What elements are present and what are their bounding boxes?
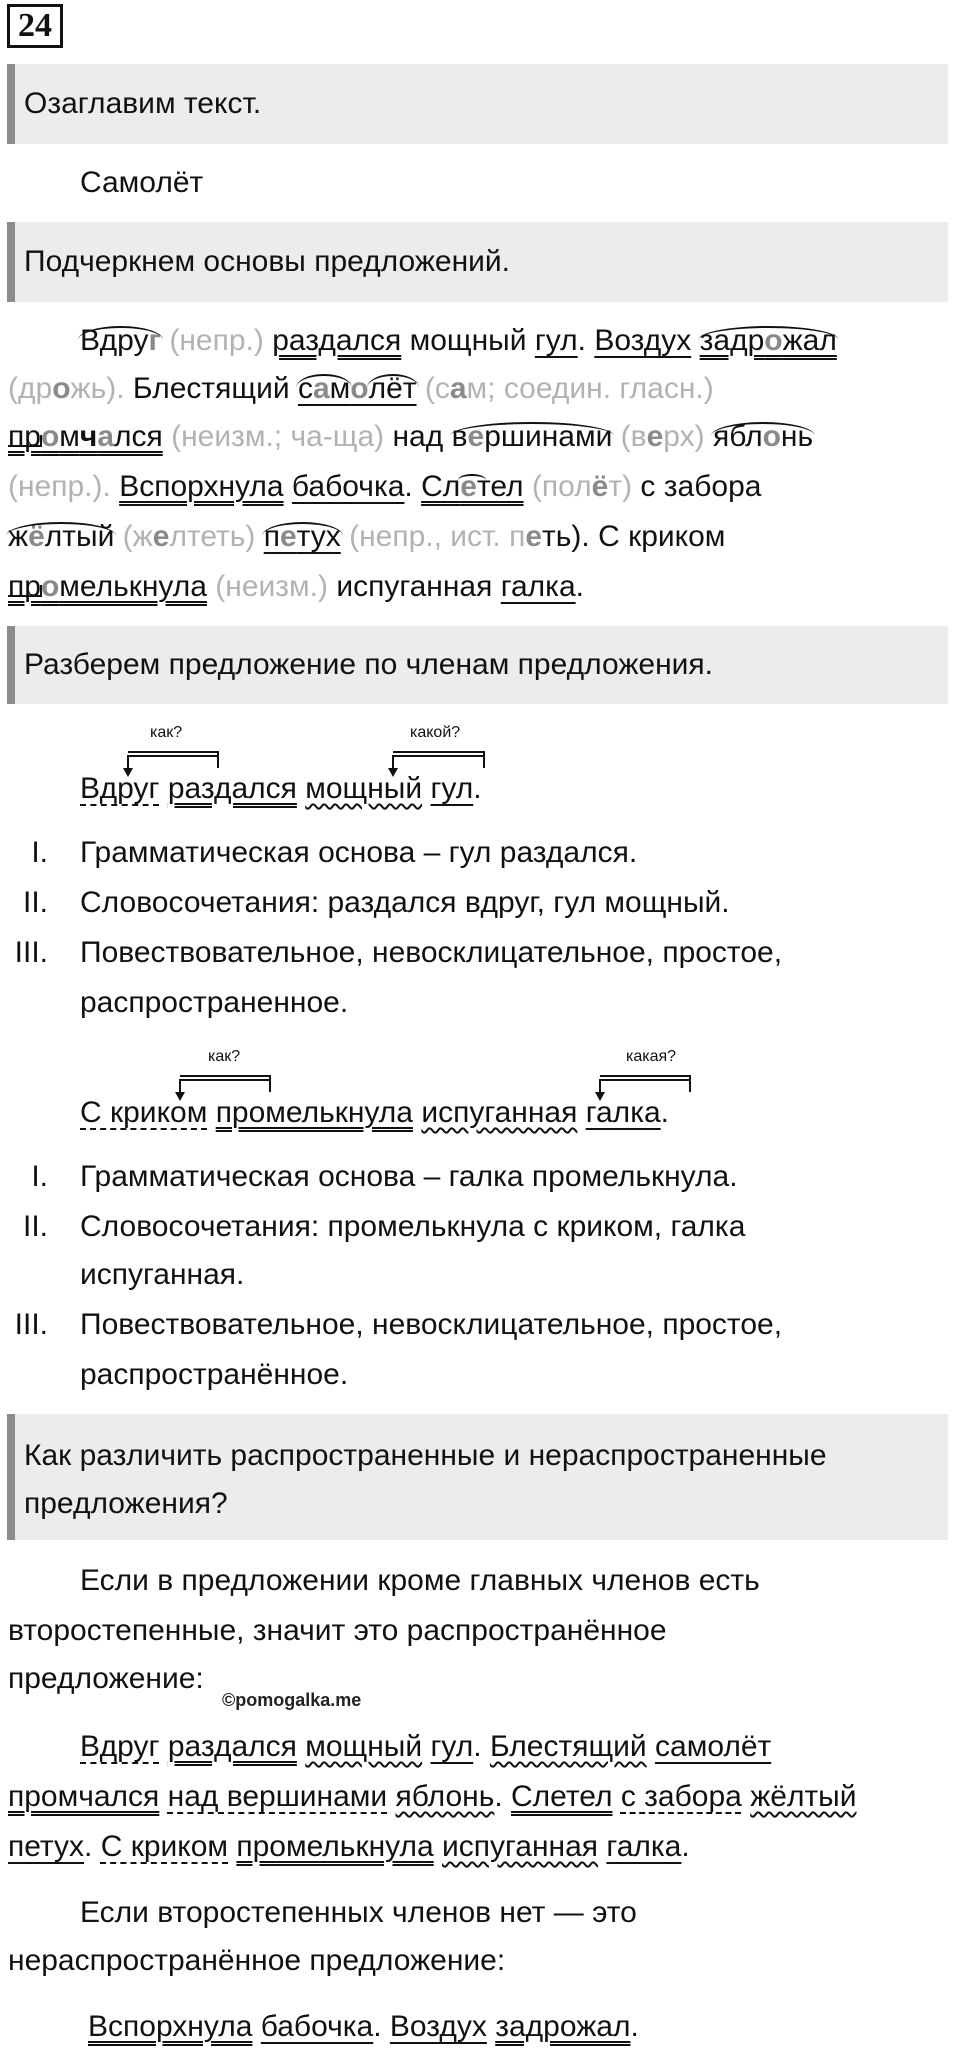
predicate: промелькнула: [215, 1096, 413, 1129]
section-header-parse-text: Разберем предложение по членам предложения.: [24, 648, 713, 681]
example-line: Вспорхнула бабочка. Воздух задрожал.: [88, 2010, 639, 2043]
section-header-compare: [7, 1414, 948, 1540]
predicate: Слетел: [421, 470, 524, 503]
subject: Воздух: [594, 324, 692, 357]
adverbial: С криком: [100, 1830, 229, 1863]
section-header-bases-text: Подчеркнем основы предложений.: [24, 245, 511, 278]
list-item: Грамматическая основа – галка промелькнула.: [80, 1160, 738, 1193]
adverbial: над вершинами: [167, 1780, 388, 1813]
title-answer: Самолёт: [80, 166, 204, 199]
attribute: испуганная: [421, 1096, 578, 1129]
predicate: задрожал: [699, 324, 837, 357]
predicate: промчался: [8, 420, 163, 453]
question-label: как?: [208, 1048, 241, 1065]
list-item: Словосочетания: раздался вдруг, гул мощный.: [80, 886, 730, 919]
text-line-1: Вдруг (непр.) раздался мощный гул. Воздух задрожал: [80, 324, 837, 357]
task-number: 24: [7, 4, 63, 48]
subject: гул: [430, 1730, 474, 1763]
attribute: жёлтый: [750, 1780, 857, 1813]
subject: бабочка: [260, 2010, 374, 2043]
list-num: III.: [14, 936, 48, 969]
parse2-sentence: С криком промелькнула испуганная галка.: [80, 1096, 670, 1129]
example-line: Вдруг раздался мощный гул. Блестящий самолёт: [80, 1730, 772, 1763]
section-header-title-text: Озаглавим текст.: [24, 87, 262, 120]
predicate: Вспорхнула: [88, 2010, 253, 2043]
subject: галка: [500, 570, 576, 603]
section-header-compare-text: Как различить распространенные и нераспространенные предложения?: [24, 1439, 827, 1520]
question-label: как?: [150, 724, 183, 741]
subject: петух: [8, 1830, 85, 1863]
subject: Воздух: [389, 2010, 487, 2043]
attribute: мощный: [305, 772, 423, 805]
attribute: яблонь: [395, 1780, 495, 1813]
compare-paragraph: Если второстепенных членов нет — это: [80, 1896, 637, 1929]
predicate: Слетел: [511, 1780, 613, 1813]
subject: самолёт: [297, 372, 417, 405]
parse1-sentence: Вдруг раздался мощный гул.: [80, 772, 482, 805]
subject: бабочка: [291, 470, 405, 503]
list-item: Словосочетания: промелькнула с криком, галка: [80, 1210, 746, 1243]
text-line-2: (дрожь). Блестящий самолёт (сам; соедин. гласн.): [8, 372, 714, 405]
predicate: промчался: [8, 1780, 160, 1813]
text-line-6: промелькнула (неизм.) испуганная галка.: [8, 570, 584, 603]
word-vdrug: Вдруг: [80, 324, 162, 357]
list-item: испуганная.: [80, 1258, 245, 1291]
attribute: испуганная: [442, 1830, 599, 1863]
adverbial: с забора: [620, 1780, 742, 1813]
predicate: раздался: [272, 324, 402, 357]
list-num: II.: [22, 886, 48, 919]
subject: гул: [534, 324, 578, 357]
predicate: раздался: [167, 772, 297, 805]
attribute: мощный: [305, 1730, 423, 1763]
list-num: III.: [14, 1308, 48, 1341]
list-item: Грамматическая основа – гул раздался.: [80, 836, 638, 869]
compare-paragraph: предложение:: [8, 1662, 204, 1695]
subject: самолёт: [655, 1730, 772, 1763]
list-num: II.: [22, 1210, 48, 1243]
compare-paragraph: нераспространённое предложение:: [8, 1944, 506, 1977]
subject: гул: [430, 772, 474, 805]
subject: галка: [606, 1830, 682, 1863]
question-label: какой?: [410, 724, 461, 741]
list-num: I.: [31, 1160, 48, 1193]
predicate: Вспорхнула: [119, 470, 284, 503]
subject: галка: [585, 1096, 661, 1129]
adverbial: Вдруг: [80, 772, 160, 805]
text-line-3: промчался (неизм.; ча-ща) над вершинами (верх) яблонь: [8, 420, 814, 453]
subject: петух: [263, 520, 341, 553]
list-item: распространенное.: [80, 986, 349, 1019]
predicate: задрожал: [495, 2010, 631, 2043]
list-item: распространённое.: [80, 1358, 349, 1391]
text-line-4: (непр.). Вспорхнула бабочка. Слетел (полёт) с забора: [8, 470, 762, 503]
example-line: петух. С криком промелькнула испуганная галка.: [8, 1830, 690, 1863]
example-line: промчался над вершинами яблонь. Слетел с забора жёлтый: [8, 1780, 857, 1813]
list-num: I.: [31, 836, 48, 869]
adverbial: С криком: [80, 1096, 208, 1129]
predicate: промелькнула: [236, 1830, 434, 1863]
attribute: Блестящий: [489, 1730, 647, 1763]
watermark: ©pomogalka.me: [222, 1690, 362, 1710]
list-item: Повествовательное, невосклицательное, простое,: [80, 936, 783, 969]
compare-paragraph: второстепенные, значит это распространённое: [8, 1614, 667, 1647]
compare-paragraph: Если в предложении кроме главных членов есть: [80, 1564, 760, 1597]
predicate: промелькнула: [8, 570, 207, 603]
list-item: Повествовательное, невосклицательное, простое,: [80, 1308, 783, 1341]
text-line-5: жёлтый (желтеть) петух (непр., ист. петь). С криком: [8, 520, 726, 553]
predicate: раздался: [167, 1730, 297, 1763]
adverbial: Вдруг: [80, 1730, 160, 1763]
question-label: какая?: [626, 1048, 677, 1065]
